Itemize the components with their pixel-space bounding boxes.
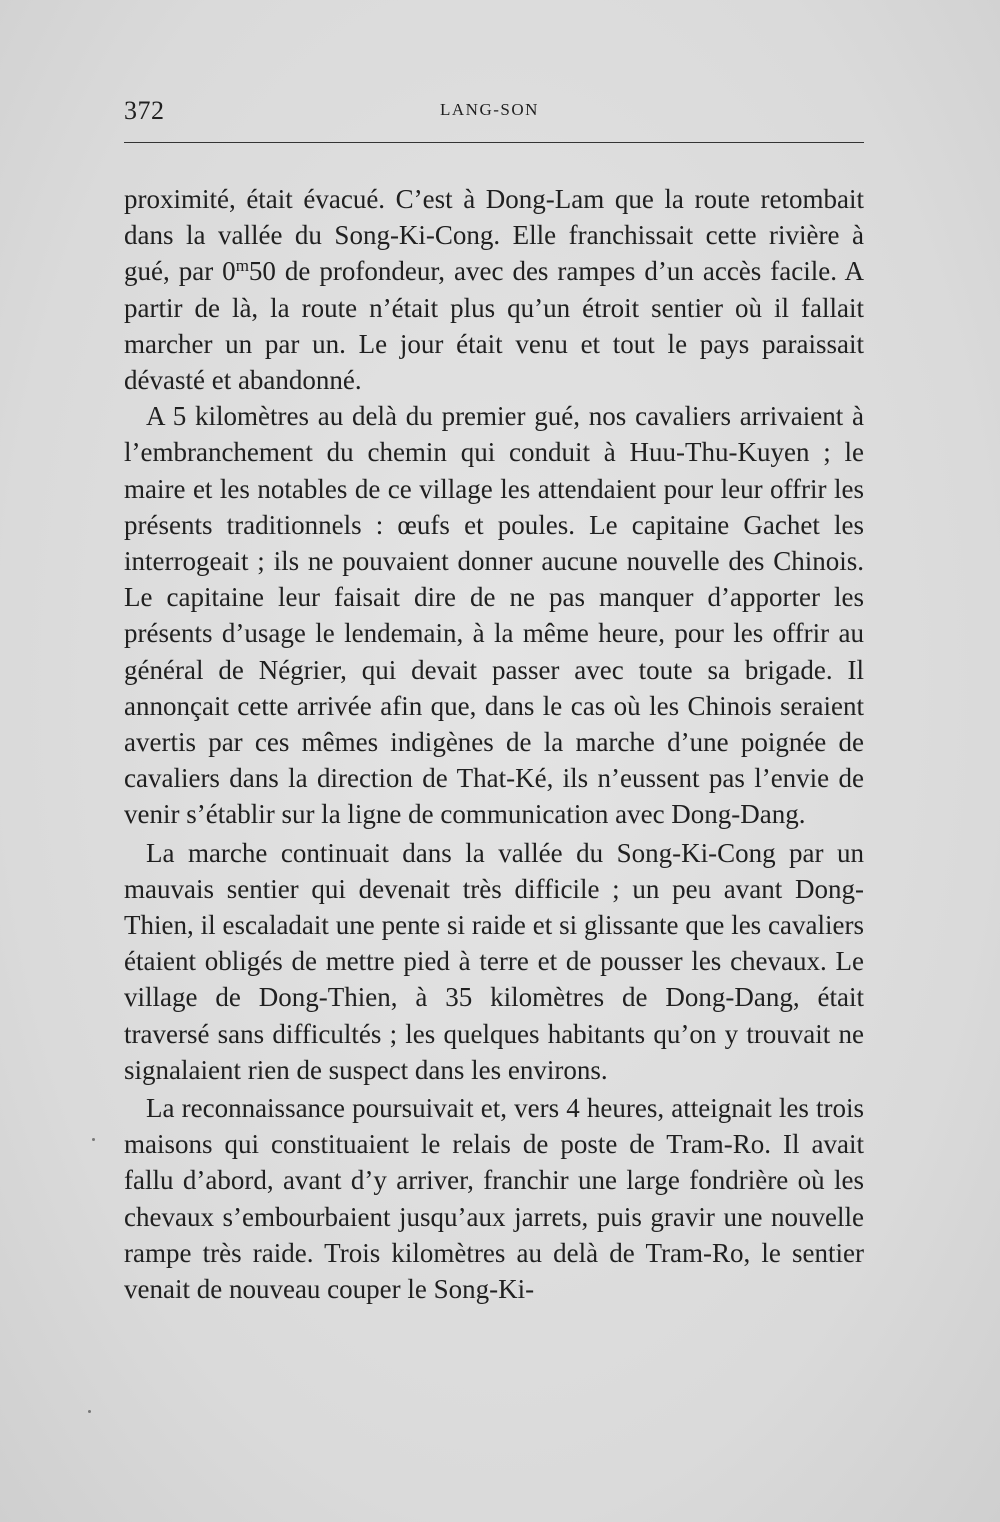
paragraph-2: A 5 kilomètres au delà du premier gué, nos cavaliers arrivaient à l’embranchement du chemin qui conduit à Huu-Thu-Kuyen ; le maire et les notables de ce village les attendaient pour leur offrir les présents traditionnels : œufs et poules. Le capitaine Gachet les interrogeait ; ils ne pouvaient donner aucune nouvelle des Chinois. Le capitaine leur faisait dire de ne pas manquer d’apporter les présents d’usage le lendemain, à la même heure, pour les offrir au général de Négrier, qui devait passer avec toute sa brigade. Il annonçait cette arrivée afin que, dans le cas où les Chinois seraient avertis par ces mêmes indigènes de la marche d’une poignée de cavaliers dans la direction de That-Ké, ils n’eussent pas l’envie de venir s’établir sur la ligne de communication avec Dong-Dang. bbox=[124, 401, 864, 830]
paragraph-4: La reconnaissance poursuivait et, vers 4 heures, atteignait les trois maisons qui constituaient le relais de poste de Tram-Ro. Il avait fallu d’abord, avant d’y arriver, franchir une large fondrière où les chevaux s’embourbaient jusqu’aux jarrets, puis gravir une nouvelle rampe très raide. Trois kilomètres au delà de Tram-Ro, le sentier venait de nouveau couper le Song-Ki- bbox=[124, 1093, 864, 1305]
running-title: LANG-SON bbox=[440, 100, 539, 119]
unit-superscript: m bbox=[235, 256, 249, 276]
page-header bbox=[124, 96, 864, 128]
print-speck bbox=[92, 1138, 95, 1141]
page-number: 372 bbox=[124, 96, 165, 125]
paragraph-1-text-start: proximité, était évacué. C’est à Dong-Lam que la route retombait dans la vallée du Song-Ki-Cong. Elle franchissait cette rivière à gué, par 0 bbox=[124, 184, 864, 287]
header-rule bbox=[124, 142, 864, 143]
paragraph-1 bbox=[124, 181, 864, 398]
body-text bbox=[124, 181, 864, 1307]
paragraph-1-text-end: 50 de profondeur, avec des rampes d’un accès facile. A partir de là, la route n’était plus qu’un étroit sentier où il fallait marcher un par un. Le jour était venu et tout le pays paraissait dévasté et abandonné. bbox=[124, 256, 864, 396]
print-speck bbox=[88, 1410, 91, 1413]
paragraph-3: La marche continuait dans la vallée du Song-Ki-Cong par un mauvais sentier qui devenait très difficile ; un peu avant Dong-Thien, il escaladait une pente si raide et si glissante que les cavaliers étaient obligés de mettre pied à terre et de pousser les chevaux. Le village de Dong-Thien, à 35 kilomètres de Dong-Dang, était traversé sans difficultés ; les quelques habitants qu’on y trouvait ne signalaient rien de suspect dans les environs. bbox=[124, 837, 864, 1085]
